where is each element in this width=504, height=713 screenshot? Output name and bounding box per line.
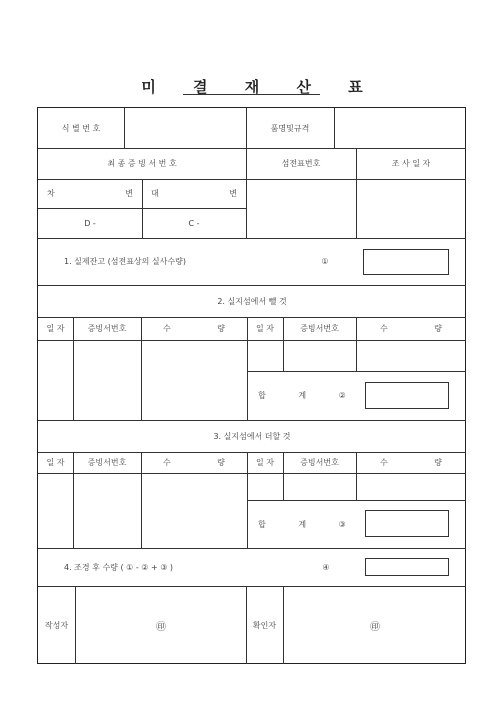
section3-col-date-2: 일 자 bbox=[256, 458, 274, 467]
section4-mark: ④ bbox=[322, 562, 330, 572]
section1-mark: ① bbox=[321, 257, 329, 266]
id-value[interactable] bbox=[125, 108, 246, 148]
survey-date-value[interactable] bbox=[357, 179, 466, 238]
form-title: 미 결 재 산 표 bbox=[141, 78, 379, 96]
section3-col-qty-1: 수 량 bbox=[163, 458, 225, 467]
item-value[interactable] bbox=[335, 108, 466, 148]
section3-col-date-1: 일 자 bbox=[46, 458, 65, 467]
checker-label: 확인자 bbox=[252, 620, 277, 630]
section3-entries-right[interactable] bbox=[248, 474, 466, 500]
section2-entries-right[interactable] bbox=[248, 341, 466, 371]
credit-value[interactable]: C - bbox=[188, 218, 200, 228]
stock-no-label: 섬전표번호 bbox=[281, 159, 321, 168]
section2-total-box[interactable] bbox=[365, 382, 449, 409]
survey-date-label: 조 사 일 자 bbox=[391, 159, 431, 168]
debit-label: 차 변 bbox=[47, 189, 167, 198]
item-label: 품명및규격 bbox=[270, 123, 310, 133]
section2-col-date-2: 일 자 bbox=[256, 324, 274, 333]
stock-no-value[interactable] bbox=[247, 179, 356, 238]
credit-label: 대 변 bbox=[151, 189, 271, 198]
section3-title: 3. 실지섬에서 더할 것 bbox=[213, 431, 291, 441]
writer-label: 작성자 bbox=[44, 620, 69, 630]
section4-label: 4. 조경 후 수량 ( ① - ② + ③ ) bbox=[64, 562, 174, 572]
section2-col-doc-2: 증빙서번호 bbox=[300, 324, 339, 333]
inventory-form bbox=[37, 107, 466, 664]
id-label: 식 별 번 호 bbox=[61, 123, 101, 133]
title-underline bbox=[183, 94, 320, 95]
section3-col-qty-2: 수 량 bbox=[380, 458, 442, 467]
section3-col-doc-2: 증빙서번호 bbox=[300, 458, 339, 467]
section2-total-label: 합 계 ② bbox=[258, 391, 346, 400]
debit-value[interactable]: D - bbox=[84, 218, 96, 228]
checker-seal[interactable]: ㊞ bbox=[370, 621, 380, 633]
section2-col-qty-2: 수 량 bbox=[380, 324, 442, 333]
section3-total-label: 합 계 ③ bbox=[258, 519, 346, 529]
section2-col-date-1: 일 자 bbox=[46, 324, 65, 333]
section2-col-qty-1: 수 량 bbox=[163, 324, 225, 333]
final-doc-label: 최 종 증 빙 서 번 호 bbox=[107, 159, 177, 168]
section3-entries-left[interactable] bbox=[38, 474, 247, 548]
section4-value-box[interactable] bbox=[365, 558, 449, 576]
section2-entries-left[interactable] bbox=[38, 341, 247, 420]
section2-col-doc-1: 증빙서번호 bbox=[87, 324, 127, 333]
writer-seal[interactable]: ㊞ bbox=[156, 621, 166, 633]
section2-title: 2. 실지섬에서 뺄 것 bbox=[217, 296, 287, 306]
section3-total-box[interactable] bbox=[365, 510, 449, 537]
section3-col-doc-1: 증빙서번호 bbox=[87, 458, 127, 467]
section1-label: 1. 실제잔고 (섬전표상의 실사수량) bbox=[64, 257, 186, 266]
section1-value-box[interactable] bbox=[363, 249, 449, 275]
